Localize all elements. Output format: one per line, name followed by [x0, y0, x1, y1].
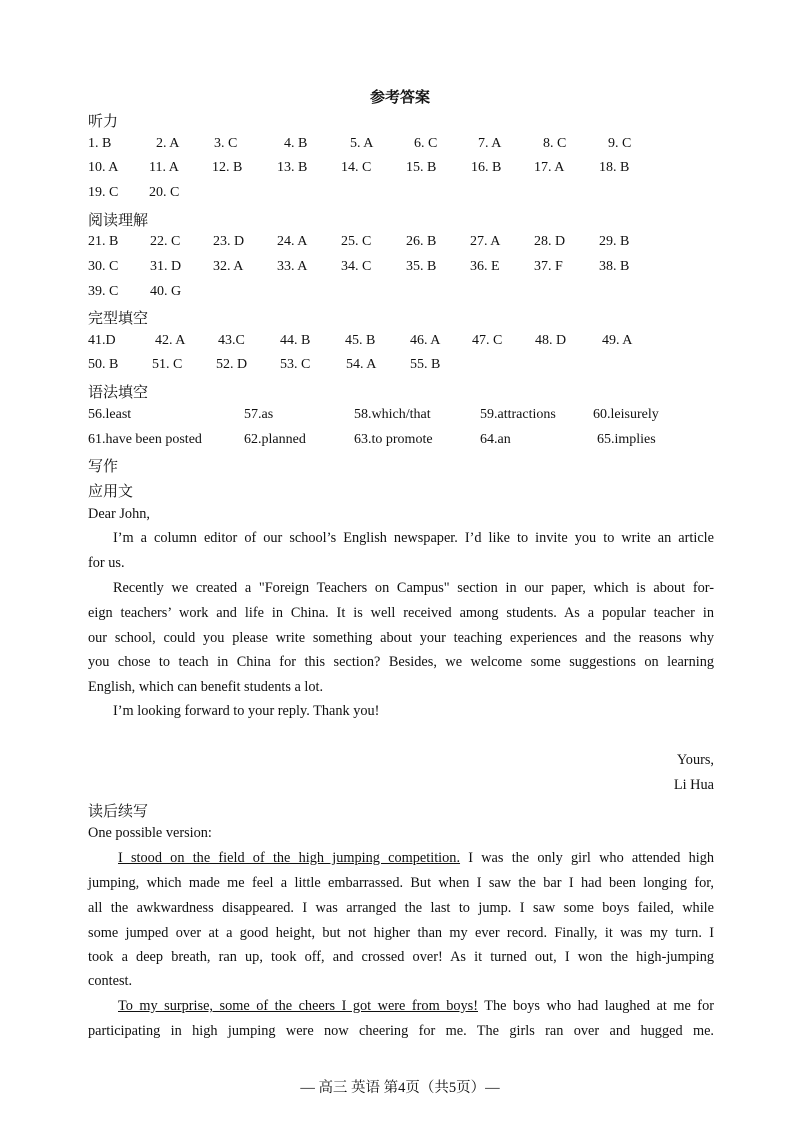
answer-item: 26. B [406, 234, 437, 249]
answer-item: 33. A [277, 259, 308, 274]
answer-item: 53. C [280, 357, 311, 372]
answer-item: 25. C [341, 234, 372, 249]
letter-paragraph-line: English, which can benefit students a lot. [88, 679, 324, 695]
answer-item: 65.implies [597, 432, 656, 447]
essay-line [118, 998, 714, 1015]
answer-item: 50. B [88, 357, 119, 372]
answer-item: 7. A [478, 136, 502, 151]
answer-item: 61.have been posted [88, 432, 202, 447]
essay-line: jumping, which made me feel a little embarrassed. But when I saw the bar I had been longing for, [88, 875, 714, 891]
answer-item: 56.least [88, 407, 132, 422]
letter-paragraph-line: I’m a column editor of our school’s English newspaper. I’d like to invite you to write an article [113, 530, 714, 546]
section-listening: 听力 [88, 112, 119, 130]
letter-paragraph-line: for us. [88, 555, 125, 571]
answer-item: 5. A [350, 136, 374, 151]
answer-item: 4. B [284, 136, 308, 151]
answer-item: 1. B [88, 136, 112, 151]
answer-item: 35. B [406, 259, 437, 274]
answer-item: 10. A [88, 160, 119, 175]
answer-item: 27. A [470, 234, 501, 249]
answer-item: 15. B [406, 160, 437, 175]
essay-line: some jumped over at a good height, but not higher than my ever record. Finally, it was my turn. I [88, 925, 714, 941]
answer-item: 46. A [410, 333, 441, 348]
answer-item: 62.planned [244, 432, 306, 447]
answer-item: 39. C [88, 284, 119, 299]
essay-text: The boys who had laughed at me for [477, 998, 714, 1014]
answer-item: 21. B [88, 234, 119, 249]
answer-item: 22. C [150, 234, 181, 249]
answer-item: 32. A [213, 259, 244, 274]
section-continuation-writing: 读后续写 [88, 802, 149, 820]
answer-item: 41.D [88, 333, 116, 348]
answer-item: 28. D [534, 234, 566, 249]
answer-item: 30. C [88, 259, 119, 274]
answer-item: 14. C [341, 160, 372, 175]
letter-paragraph-line: eign teachers’ work and life in China. It is well received among students. As a popular teacher in [88, 605, 714, 621]
answer-item: 23. D [213, 234, 245, 249]
answer-item: 64.an [480, 432, 511, 447]
answer-item: 24. A [277, 234, 308, 249]
answer-item: 16. B [471, 160, 502, 175]
letter-paragraph-line: you chose to teach in China for this section? Besides, we welcome some suggestions on learning [88, 654, 714, 670]
letter-greeting: Dear John, [88, 506, 150, 522]
answer-item: 42. A [155, 333, 186, 348]
essay-line: all the awkwardness disappeared. I was arranged the last to jump. I saw some boys failed, while [88, 900, 714, 916]
page-footer: — 高三 英语 第4页（共5页）— [300, 1080, 500, 1096]
answer-item: 9. C [608, 136, 632, 151]
underlined-sentence: I stood on the field of the high jumping competition. [118, 850, 461, 866]
underlined-sentence: To my surprise, some of the cheers I got were from boys! [118, 998, 478, 1014]
letter-signature: Li Hua [673, 777, 714, 793]
essay-line: took a deep breath, ran up, took off, and crossed over! As it turned out, I won the high-jumping [88, 949, 714, 965]
answer-item: 18. B [599, 160, 630, 175]
letter-closing: Yours, [676, 752, 714, 768]
answer-item: 55. B [410, 357, 441, 372]
answer-item: 17. A [534, 160, 565, 175]
answer-item: 59.attractions [480, 407, 556, 422]
page-title: 参考答案 [369, 88, 430, 106]
letter-paragraph-line: our school, could you please write something about your teaching experiences and the reasons why [88, 630, 714, 646]
answer-item: 51. C [152, 357, 183, 372]
answer-item: 52. D [216, 357, 248, 372]
essay-line: participating in high jumping were now cheering for me. The girls ran over and hugged me. [88, 1023, 714, 1039]
answer-item: 48. D [535, 333, 567, 348]
answer-item: 40. G [150, 284, 182, 299]
answer-item: 57.as [244, 407, 274, 422]
answer-item: 63.to promote [354, 432, 433, 447]
answer-item: 38. B [599, 259, 630, 274]
essay-line [118, 850, 714, 867]
answer-item: 58.which/that [354, 407, 431, 422]
answer-item: 31. D [150, 259, 182, 274]
answer-item: 45. B [345, 333, 376, 348]
section-writing: 写作 [88, 457, 119, 475]
answer-item: 37. F [534, 259, 563, 274]
answer-item: 60.leisurely [593, 407, 659, 422]
section-practical-writing: 应用文 [88, 482, 134, 500]
letter-paragraph-line: I’m looking forward to your reply. Thank you! [113, 703, 380, 719]
sample-intro: One possible version: [88, 825, 212, 841]
answer-item: 49. A [602, 333, 633, 348]
answer-item: 36. E [470, 259, 500, 274]
answer-item: 19. C [88, 185, 119, 200]
answer-item: 54. A [346, 357, 377, 372]
answer-item: 20. C [149, 185, 180, 200]
answer-item: 47. C [472, 333, 503, 348]
essay-text: I was the only girl who attended high [460, 850, 714, 866]
section-grammar: 语法填空 [88, 383, 149, 401]
answer-item: 13. B [277, 160, 308, 175]
essay-line: contest. [88, 973, 133, 989]
section-reading: 阅读理解 [88, 211, 149, 229]
answer-item: 12. B [212, 160, 243, 175]
answer-item: 3. C [214, 136, 238, 151]
answer-item: 8. C [543, 136, 567, 151]
answer-item: 11. A [149, 160, 179, 175]
answer-item: 29. B [599, 234, 630, 249]
answer-item: 44. B [280, 333, 311, 348]
section-cloze: 完型填空 [88, 309, 149, 327]
letter-paragraph-line: Recently we created a "Foreign Teachers on Campus" section in our paper, which is about for- [113, 580, 714, 596]
answer-item: 2. A [156, 136, 180, 151]
answer-item: 6. C [414, 136, 438, 151]
answer-item: 34. C [341, 259, 372, 274]
answer-item: 43.C [218, 333, 245, 348]
